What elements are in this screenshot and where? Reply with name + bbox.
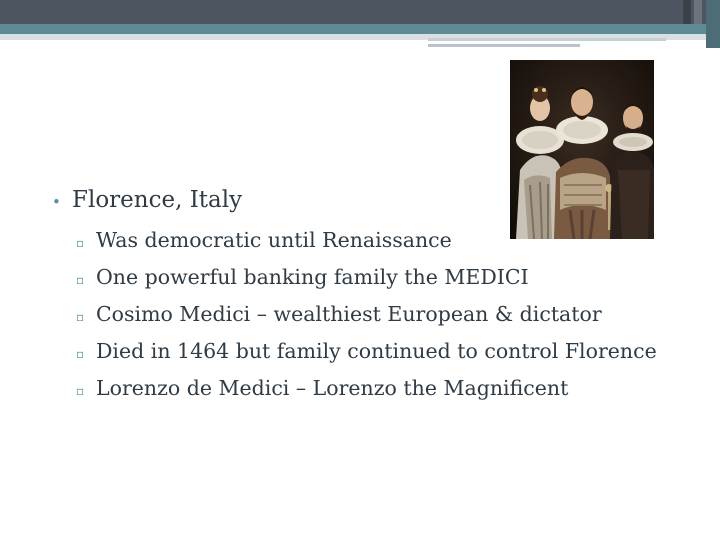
list-item xyxy=(76,225,692,259)
square-bullet-icon: ▫ xyxy=(76,273,85,287)
main-bullet xyxy=(52,183,692,219)
corner-accent-block xyxy=(706,0,720,48)
list-item-text: Was democratic until Renaissance xyxy=(96,228,452,252)
bullet-dot-icon: • xyxy=(52,193,61,211)
header-band-teal xyxy=(0,24,720,34)
square-bullet-icon: ▫ xyxy=(76,384,85,398)
corner-accent-block xyxy=(683,0,691,24)
list-item xyxy=(76,299,692,333)
main-bullet-text: Florence, Italy xyxy=(72,187,243,213)
list-item xyxy=(76,373,692,407)
slide-body xyxy=(52,183,692,410)
square-bullet-icon: ▫ xyxy=(76,236,85,250)
list-item-text: Cosimo Medici – wealthiest European & dictator xyxy=(96,302,602,326)
corner-accent-block xyxy=(694,0,702,24)
list-item-text: One powerful banking family the MEDICI xyxy=(96,265,529,289)
list-item-text: Lorenzo de Medici – Lorenzo the Magnificent xyxy=(96,376,569,400)
list-item xyxy=(76,336,692,370)
header-accent-line xyxy=(428,38,666,41)
sub-bullet-list xyxy=(76,225,692,407)
header-accent-line xyxy=(428,44,580,47)
list-item-text: Died in 1464 but family continued to control Florence xyxy=(96,339,657,363)
header-band-dark xyxy=(0,0,720,24)
square-bullet-icon: ▫ xyxy=(76,310,85,324)
square-bullet-icon: ▫ xyxy=(76,347,85,361)
list-item xyxy=(76,262,692,296)
